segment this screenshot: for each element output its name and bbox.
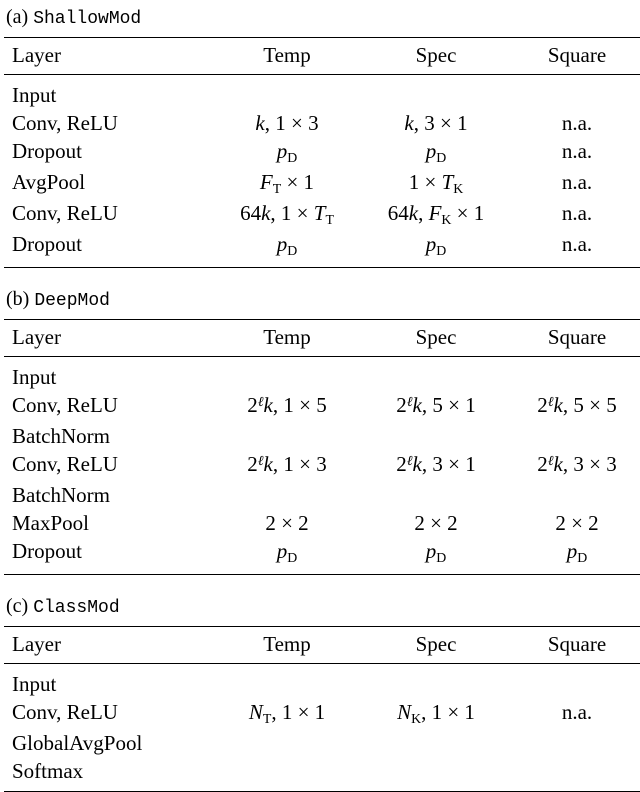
cell-square: n.a. <box>510 199 640 230</box>
cell-spec <box>362 757 510 792</box>
cell-layer: Softmax <box>4 757 212 792</box>
table-row <box>4 391 640 422</box>
cell-layer: AvgPool <box>4 168 212 199</box>
table-classmod <box>4 626 640 792</box>
table-row <box>4 757 640 792</box>
cell-square: n.a. <box>510 168 640 199</box>
table-row <box>4 230 640 268</box>
table-block-classmod <box>4 589 636 792</box>
cell-square <box>510 422 640 450</box>
cell-layer: Input <box>4 357 212 392</box>
column-header-layer: Layer <box>4 320 212 357</box>
table-caption-b <box>4 282 636 319</box>
cell-spec: k, 3 × 1 <box>362 109 510 137</box>
column-header-spec: Spec <box>362 38 510 75</box>
cell-layer: Dropout <box>4 230 212 268</box>
table-deepmod <box>4 319 640 575</box>
cell-layer: Input <box>4 664 212 699</box>
table-row <box>4 450 640 481</box>
cell-spec <box>362 357 510 392</box>
cell-square <box>510 357 640 392</box>
cell-temp <box>212 664 362 699</box>
cell-temp: $2^\ell k$, 1 × 3 <box>212 450 362 481</box>
cell-temp <box>212 729 362 757</box>
cell-square: $2^\ell k$, 3 × 3 <box>510 450 640 481</box>
table-row <box>4 537 640 575</box>
cell-temp: $N_T$, 1 × 1 <box>212 698 362 729</box>
caption-prefix-b: (b) <box>6 288 29 310</box>
cell-square <box>510 664 640 699</box>
caption-prefix-a: (a) <box>6 6 28 28</box>
cell-square <box>510 757 640 792</box>
cell-layer: Conv, ReLU <box>4 109 212 137</box>
cell-temp: 2 × 2 <box>212 509 362 537</box>
cell-spec <box>362 422 510 450</box>
cell-square: n.a. <box>510 230 640 268</box>
column-header-spec: Spec <box>362 320 510 357</box>
cell-spec: $p_D$ <box>362 137 510 168</box>
table-row <box>4 481 640 509</box>
cell-layer: GlobalAvgPool <box>4 729 212 757</box>
cell-spec <box>362 664 510 699</box>
column-header-temp: Temp <box>212 627 362 664</box>
table-row <box>4 137 640 168</box>
cell-temp: $2^\ell k$, 1 × 5 <box>212 391 362 422</box>
cell-square: $p_D$ <box>510 537 640 575</box>
table-block-deepmod <box>4 282 636 575</box>
cell-square: n.a. <box>510 109 640 137</box>
cell-spec <box>362 729 510 757</box>
table-row <box>4 168 640 199</box>
cell-square: n.a. <box>510 137 640 168</box>
cell-square <box>510 75 640 110</box>
cell-temp <box>212 422 362 450</box>
cell-spec: $1 \times T_K$ <box>362 168 510 199</box>
cell-square <box>510 729 640 757</box>
column-header-temp: Temp <box>212 38 362 75</box>
table-row <box>4 698 640 729</box>
cell-square: 2 × 2 <box>510 509 640 537</box>
table-header-row <box>4 627 640 664</box>
cell-spec: $p_D$ <box>362 230 510 268</box>
cell-temp: $p_D$ <box>212 537 362 575</box>
cell-layer: Conv, ReLU <box>4 450 212 481</box>
cell-layer: MaxPool <box>4 509 212 537</box>
cell-spec: $2^\ell k$, 5 × 1 <box>362 391 510 422</box>
block-spacer <box>4 575 636 589</box>
column-header-layer: Layer <box>4 38 212 75</box>
cell-temp <box>212 357 362 392</box>
cell-spec: 2 × 2 <box>362 509 510 537</box>
table-row <box>4 199 640 230</box>
cell-square: $2^\ell k$, 5 × 5 <box>510 391 640 422</box>
table-row <box>4 729 640 757</box>
cell-temp: $F_T \times 1$ <box>212 168 362 199</box>
cell-layer: BatchNorm <box>4 481 212 509</box>
caption-name-a: ShallowMod <box>33 9 141 29</box>
table-row <box>4 664 640 699</box>
column-header-square: Square <box>510 320 640 357</box>
column-header-square: Square <box>510 627 640 664</box>
column-header-spec: Spec <box>362 627 510 664</box>
cell-layer: Input <box>4 75 212 110</box>
table-header-row <box>4 38 640 75</box>
caption-prefix-c: (c) <box>6 595 28 617</box>
cell-spec: $N_K$, 1 × 1 <box>362 698 510 729</box>
cell-temp <box>212 757 362 792</box>
table-header-row <box>4 320 640 357</box>
cell-spec: $2^\ell k$, 3 × 1 <box>362 450 510 481</box>
table-row <box>4 422 640 450</box>
cell-square <box>510 481 640 509</box>
cell-spec: 64k, $F_K \times 1$ <box>362 199 510 230</box>
table-caption-a <box>4 0 636 37</box>
cell-temp: $p_D$ <box>212 137 362 168</box>
table-caption-c <box>4 589 636 626</box>
cell-layer: BatchNorm <box>4 422 212 450</box>
table-row <box>4 75 640 110</box>
cell-layer: Dropout <box>4 137 212 168</box>
table-shallowmod <box>4 37 640 268</box>
cell-spec <box>362 75 510 110</box>
caption-name-b: DeepMod <box>34 291 110 311</box>
cell-temp: 64k, $1 \times T_T$ <box>212 199 362 230</box>
cell-square: n.a. <box>510 698 640 729</box>
table-row <box>4 109 640 137</box>
block-spacer <box>4 268 636 282</box>
caption-name-c: ClassMod <box>33 598 119 618</box>
cell-layer: Dropout <box>4 537 212 575</box>
column-header-temp: Temp <box>212 320 362 357</box>
cell-temp: k, 1 × 3 <box>212 109 362 137</box>
cell-temp <box>212 481 362 509</box>
table-block-shallowmod <box>4 0 636 268</box>
column-header-square: Square <box>510 38 640 75</box>
cell-layer: Conv, ReLU <box>4 391 212 422</box>
cell-spec <box>362 481 510 509</box>
cell-temp: $p_D$ <box>212 230 362 268</box>
cell-temp <box>212 75 362 110</box>
table-row <box>4 357 640 392</box>
cell-spec: $p_D$ <box>362 537 510 575</box>
cell-layer: Conv, ReLU <box>4 698 212 729</box>
table-row <box>4 509 640 537</box>
cell-layer: Conv, ReLU <box>4 199 212 230</box>
column-header-layer: Layer <box>4 627 212 664</box>
